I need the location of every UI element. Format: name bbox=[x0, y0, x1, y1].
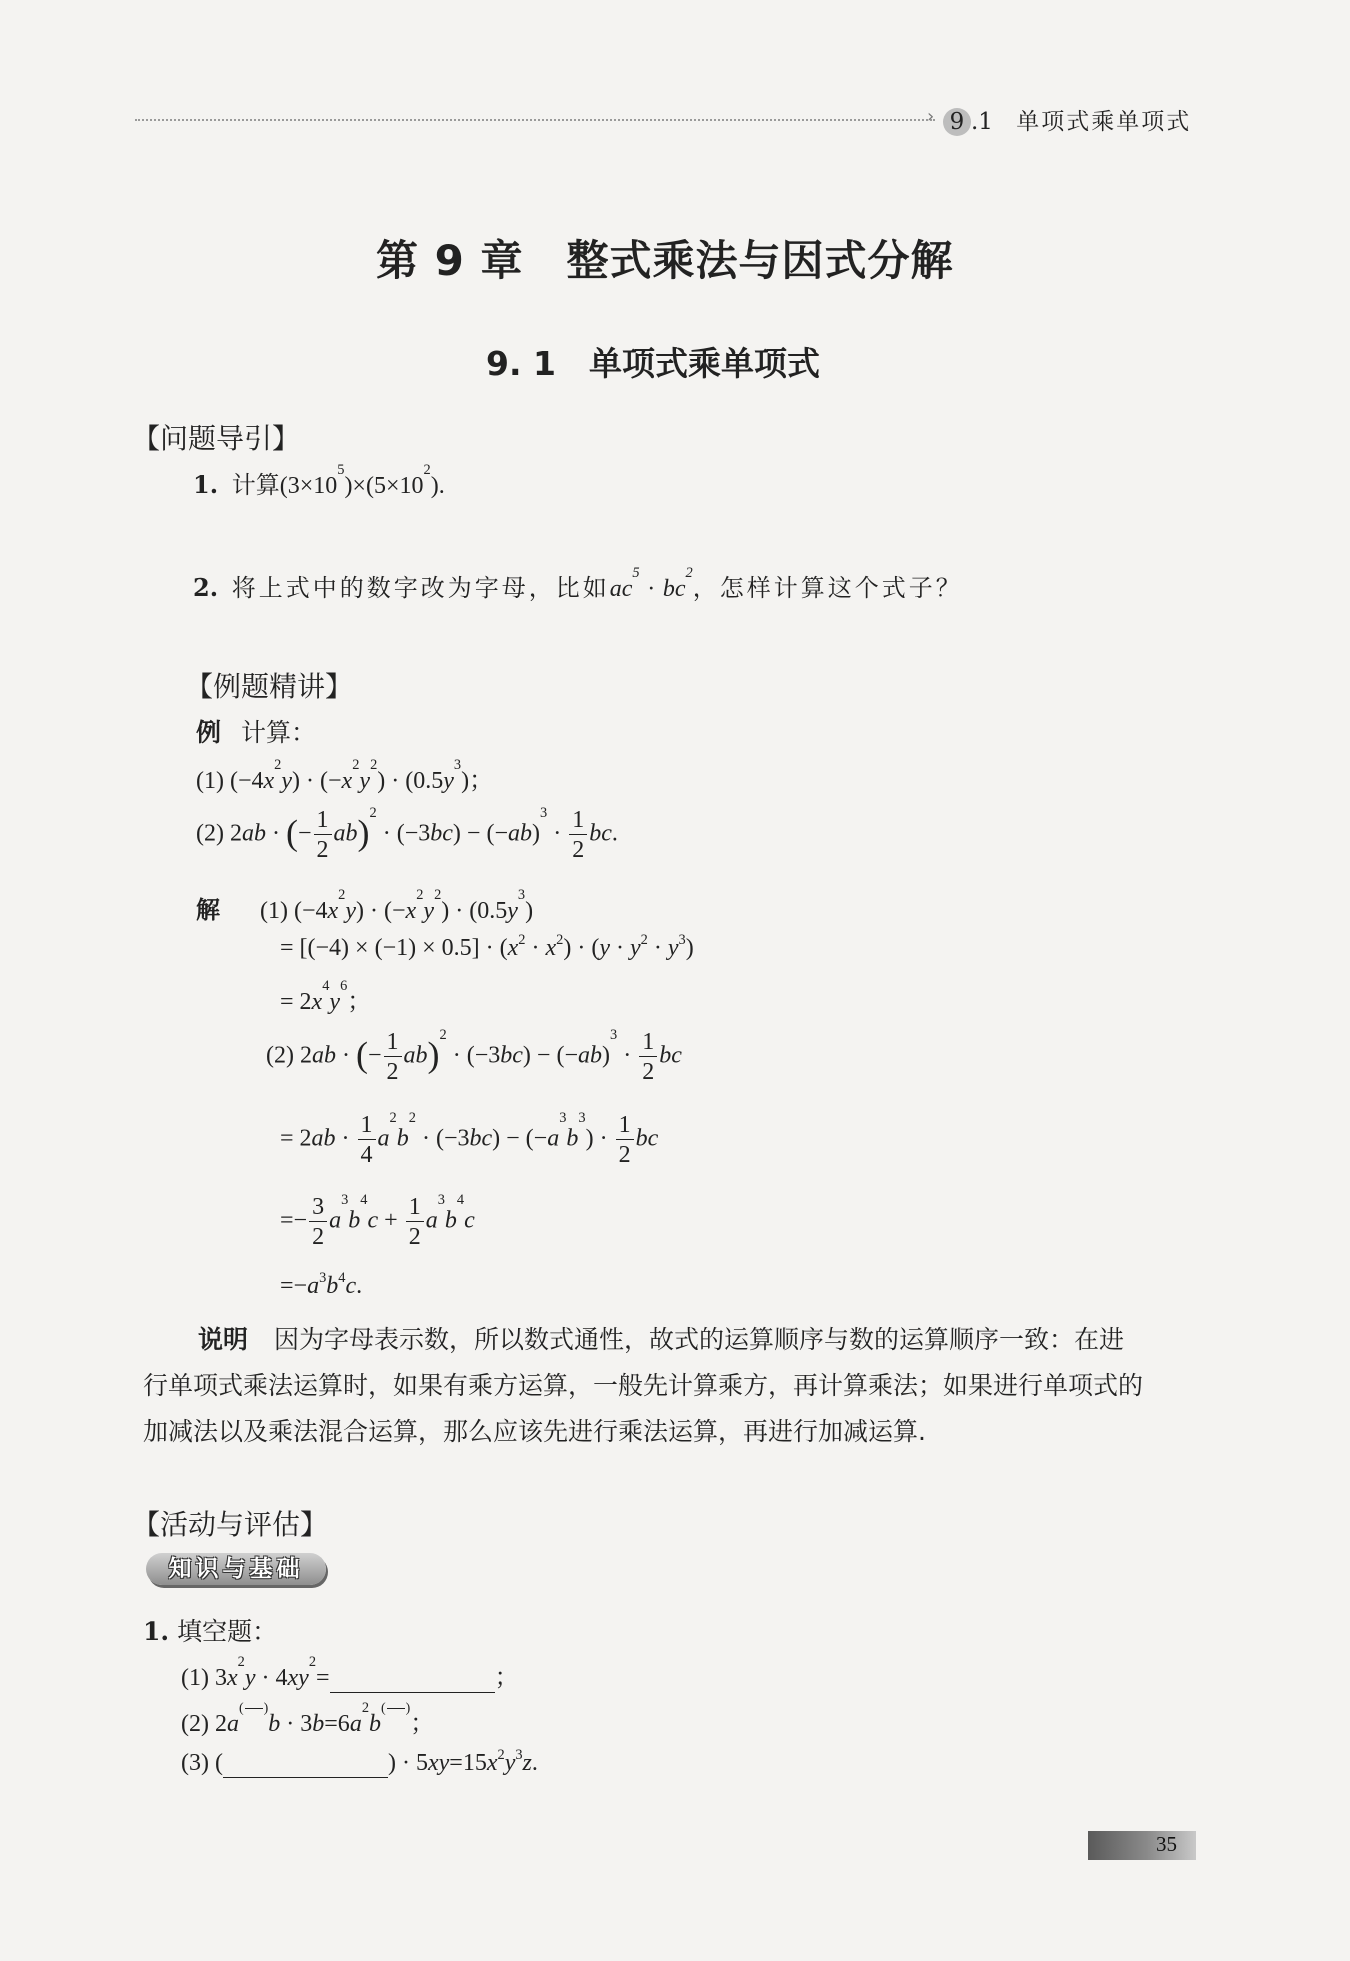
fill-blank-2: (2) $2a^{( )}b \cdot 3b=6a^2b^{( )}$； bbox=[181, 1699, 435, 1737]
solution-step-1: 解 (1) $(-4x^2y) \cdot (-x^2y^2) \cdot (0.5y^3)$ bbox=[196, 886, 534, 924]
header-dotted-rule bbox=[135, 119, 935, 121]
activities-heading: 【活动与评估】 bbox=[132, 1508, 329, 1541]
fill-blank-3: (3) ( ) · $5xy=15x^2y^3z$. bbox=[181, 1746, 538, 1776]
answer-blank-2b[interactable]: ( ) bbox=[381, 1701, 411, 1716]
solution-line-5: = 2ab · $\frac{1}{4}$ $a^2b^2 \cdot (-3bc) - (-a^3b^3)$ · $\frac{1}{2}$ bc bbox=[280, 1109, 659, 1168]
solution-line-6: =− $\frac{3}{2}$ $a^3b^4c$ + $\frac{1}{2}$ $a^3b^4c$ bbox=[280, 1191, 475, 1250]
activity-question-1: 1. 填空题： bbox=[143, 1617, 278, 1646]
note-line-1: 说明 因为字母表示数，所以数式通性，故式的运算顺序与数的运算顺序一致：在进 bbox=[198, 1325, 1125, 1354]
chapter-title: 第 9 章 整式乘法与因式分解 bbox=[376, 236, 954, 285]
intro-question-2: 2. 将上式中的数字改为字母，比如$ac^5 \cdot bc^2$，怎样计算这个式子？ bbox=[193, 564, 963, 602]
example-part-1: (1) $(-4x^2y) \cdot (-x^2y^2) \cdot (0.5y^3)$； bbox=[196, 756, 494, 794]
answer-blank-3[interactable] bbox=[223, 1750, 388, 1778]
knowledge-basics-badge: 知识与基础 bbox=[146, 1553, 326, 1585]
solution-line-7: $=-a^3b^4c$. bbox=[280, 1269, 363, 1299]
header-section-label: 9 .1 单项式乘单项式 bbox=[943, 103, 1191, 136]
note-line-3: 加减法以及乘法混合运算，那么应该先进行乘法运算，再进行加减运算. bbox=[143, 1417, 926, 1446]
intro-question-1: 1. 计算$(3\times 10^5)\times(5\times 10^2)$. bbox=[193, 461, 445, 499]
answer-blank-1[interactable] bbox=[330, 1665, 495, 1693]
section-number-circle: 9 bbox=[943, 108, 971, 136]
intro-heading: 【问题导引】 bbox=[132, 422, 301, 455]
header-section-title: 单项式乘单项式 bbox=[1016, 109, 1192, 135]
section-heading: 9. 1 单项式乘单项式 bbox=[486, 344, 820, 383]
page-number-tab bbox=[1088, 1831, 1196, 1860]
example-heading: 【例题精讲】 bbox=[185, 670, 354, 703]
example-part-2: (2) 2ab · (− $\frac{1}{2}$ $ab)^2 \cdot (-3bc) - (-ab)^3$ · $\frac{1}{2}$ bc. bbox=[196, 804, 618, 863]
fill-blank-1: (1) $3x^2y \cdot 4xy^2=$ ； bbox=[181, 1653, 519, 1691]
note-line-2: 行单项式乘法运算时，如果有乘方运算，一般先计算乘方，再计算乘法；如果进行单项式的 bbox=[143, 1371, 1144, 1400]
example-prompt: 例 计算： bbox=[196, 718, 317, 747]
solution-step-2: (2) 2ab · (− $\frac{1}{2}$ $ab)^2 \cdot (-3bc) - (-ab)^3$ · $\frac{1}{2}$ bc bbox=[266, 1026, 682, 1085]
page-number: 35 bbox=[1156, 1832, 1177, 1856]
solution-line-3: = $2x^4y^6$； bbox=[280, 977, 372, 1015]
header-arrow-icon: › bbox=[927, 106, 935, 127]
solution-line-2: = $[(-4) \times (-1) \times 0.5] \cdot (x^2 \cdot x^2) \cdot (y \cdot y^2 \cdot y^3)$ bbox=[280, 931, 694, 961]
answer-blank-2a[interactable]: ( ) bbox=[238, 1701, 269, 1716]
